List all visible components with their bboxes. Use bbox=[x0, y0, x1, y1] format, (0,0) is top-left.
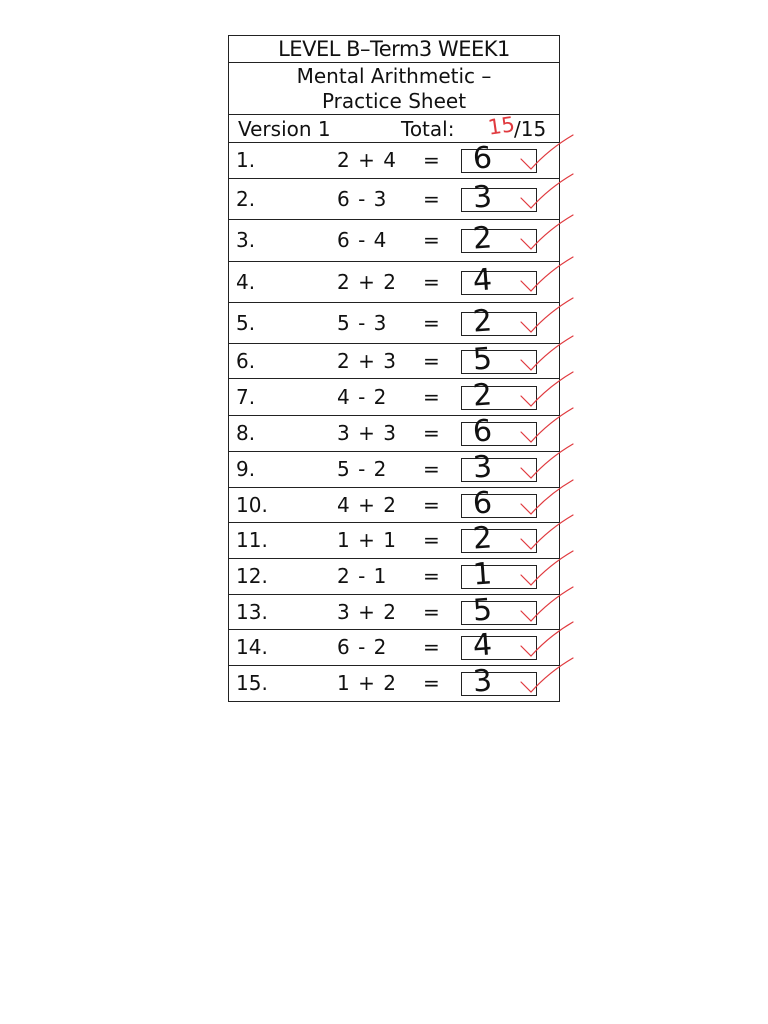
question-row bbox=[229, 627, 559, 666]
handwritten-answer: 2 bbox=[471, 520, 494, 557]
question-row bbox=[229, 340, 559, 379]
sheet-title: LEVEL B–Term3 WEEK1 bbox=[278, 37, 510, 61]
handwritten-answer: 5 bbox=[471, 591, 494, 629]
question-number: 10. bbox=[236, 492, 268, 517]
question-number: 5. bbox=[236, 310, 256, 335]
version-label: Version 1 bbox=[238, 117, 331, 141]
sheet-subtitle-row bbox=[229, 63, 559, 115]
question-row bbox=[229, 556, 559, 595]
question-expression: 6 - 3 bbox=[337, 186, 388, 211]
equals-sign: = bbox=[423, 384, 440, 409]
tick-icon bbox=[519, 652, 579, 698]
question-expression: 2 + 4 bbox=[337, 148, 397, 172]
question-row bbox=[229, 140, 559, 179]
question-number: 11. bbox=[236, 528, 268, 552]
handwritten-answer: 3 bbox=[471, 449, 494, 486]
equals-sign: = bbox=[423, 228, 440, 252]
handwritten-answer: 5 bbox=[471, 340, 494, 378]
equals-sign: = bbox=[423, 599, 440, 624]
question-expression: 2 - 1 bbox=[337, 564, 388, 588]
handwritten-answer: 3 bbox=[471, 662, 494, 700]
question-expression: 4 - 2 bbox=[337, 384, 388, 409]
question-expression: 6 - 4 bbox=[337, 228, 388, 252]
question-row bbox=[229, 262, 559, 303]
question-number: 4. bbox=[236, 269, 256, 294]
handwritten-answer: 6 bbox=[471, 140, 494, 177]
handwritten-score: 15 bbox=[486, 112, 517, 140]
question-expression: 4 + 2 bbox=[337, 492, 397, 517]
question-number: 12. bbox=[236, 564, 268, 588]
sheet-subtitle-line2: Practice Sheet bbox=[321, 89, 467, 113]
equals-sign: = bbox=[423, 457, 440, 481]
question-number: 1. bbox=[236, 148, 256, 172]
question-row bbox=[229, 449, 559, 488]
total-out-of: /15 bbox=[514, 117, 547, 141]
question-row bbox=[229, 520, 559, 559]
question-expression: 5 - 2 bbox=[337, 457, 388, 481]
question-expression: 1 + 2 bbox=[337, 670, 397, 695]
handwritten-answer: 1 bbox=[471, 556, 494, 593]
sheet-subtitle-line1: Mental Arithmetic – bbox=[296, 64, 492, 88]
handwritten-answer: 6 bbox=[471, 484, 494, 522]
question-row bbox=[229, 179, 559, 220]
equals-sign: = bbox=[423, 528, 440, 552]
question-number: 14. bbox=[236, 635, 268, 659]
handwritten-answer: 4 bbox=[471, 627, 494, 664]
question-row bbox=[229, 376, 559, 416]
question-expression: 3 + 2 bbox=[337, 599, 397, 624]
question-expression: 5 - 3 bbox=[337, 310, 388, 335]
tick-icon bbox=[519, 251, 579, 297]
practice-sheet bbox=[228, 35, 560, 702]
question-expression: 6 - 2 bbox=[337, 635, 388, 659]
handwritten-answer: 2 bbox=[471, 302, 494, 340]
question-number: 15. bbox=[236, 670, 268, 695]
question-number: 8. bbox=[236, 421, 256, 445]
question-row bbox=[229, 220, 559, 262]
question-row bbox=[229, 484, 559, 523]
question-number: 6. bbox=[236, 348, 256, 373]
equals-sign: = bbox=[423, 421, 440, 445]
sheet-title-row bbox=[229, 36, 559, 63]
question-row bbox=[229, 662, 559, 701]
equals-sign: = bbox=[423, 564, 440, 588]
equals-sign: = bbox=[423, 148, 440, 172]
equals-sign: = bbox=[423, 310, 440, 335]
equals-sign: = bbox=[423, 348, 440, 373]
handwritten-answer: 6 bbox=[471, 413, 494, 450]
question-expression: 2 + 2 bbox=[337, 269, 397, 294]
question-row bbox=[229, 413, 559, 452]
handwritten-answer: 3 bbox=[471, 178, 494, 216]
handwritten-answer: 2 bbox=[471, 376, 494, 414]
handwritten-answer: 4 bbox=[471, 261, 494, 299]
question-number: 2. bbox=[236, 186, 256, 211]
question-number: 3. bbox=[236, 228, 256, 252]
tick-icon bbox=[519, 209, 579, 255]
equals-sign: = bbox=[423, 186, 440, 211]
equals-sign: = bbox=[423, 635, 440, 659]
question-number: 13. bbox=[236, 599, 268, 624]
equals-sign: = bbox=[423, 670, 440, 695]
question-number: 7. bbox=[236, 384, 256, 409]
question-row bbox=[229, 591, 559, 630]
handwritten-answer: 2 bbox=[471, 220, 494, 257]
question-expression: 1 + 1 bbox=[337, 528, 397, 552]
equals-sign: = bbox=[423, 492, 440, 517]
question-number: 9. bbox=[236, 457, 256, 481]
question-expression: 3 + 3 bbox=[337, 421, 397, 445]
question-list bbox=[229, 140, 559, 701]
question-row bbox=[229, 303, 559, 344]
equals-sign: = bbox=[423, 269, 440, 294]
total-label: Total: bbox=[401, 117, 455, 141]
question-expression: 2 + 3 bbox=[337, 348, 397, 373]
tick-icon bbox=[519, 168, 579, 214]
version-total-row bbox=[229, 112, 559, 143]
